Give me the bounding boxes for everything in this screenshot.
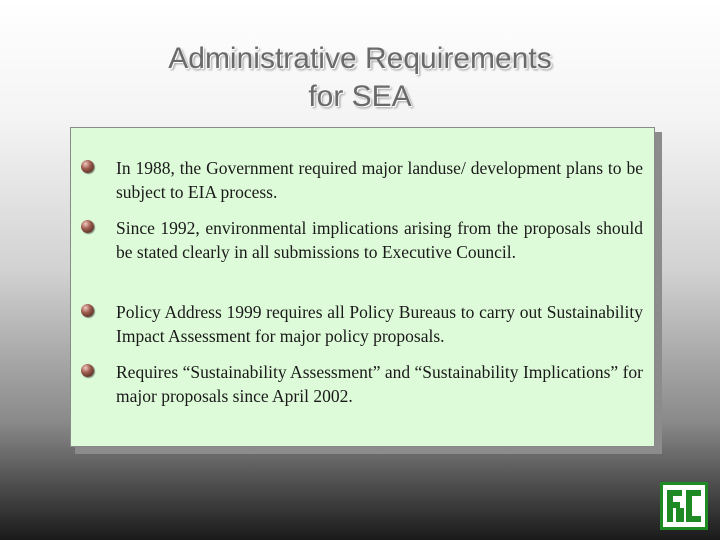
- sphere-bullet-icon: [81, 160, 94, 173]
- sphere-bullet-icon: [81, 304, 94, 317]
- title-line-1: Administrative Requirements: [168, 42, 552, 75]
- bullet-text: Since 1992, environmental implications arising from the proposals should be stated clearly in all submissions to Executive Council.: [116, 218, 643, 262]
- content-panel: [70, 127, 655, 447]
- epd-logo-icon: [660, 482, 708, 530]
- sphere-bullet-icon: [81, 220, 94, 233]
- title-line-2: for SEA: [308, 80, 412, 113]
- slide-title: [0, 40, 720, 116]
- bullet-text: In 1988, the Government required major landuse/ development plans to be subject to EIA process.: [116, 158, 643, 202]
- bullet-text: Requires “Sustainability Assessment” and “Sustainability Implications” for major proposals since April 2002.: [116, 362, 643, 406]
- sphere-bullet-icon: [81, 364, 94, 377]
- bullet-text: Policy Address 1999 requires all Policy Bureaus to carry out Sustainability Impact Assessment for major policy proposals.: [116, 302, 643, 346]
